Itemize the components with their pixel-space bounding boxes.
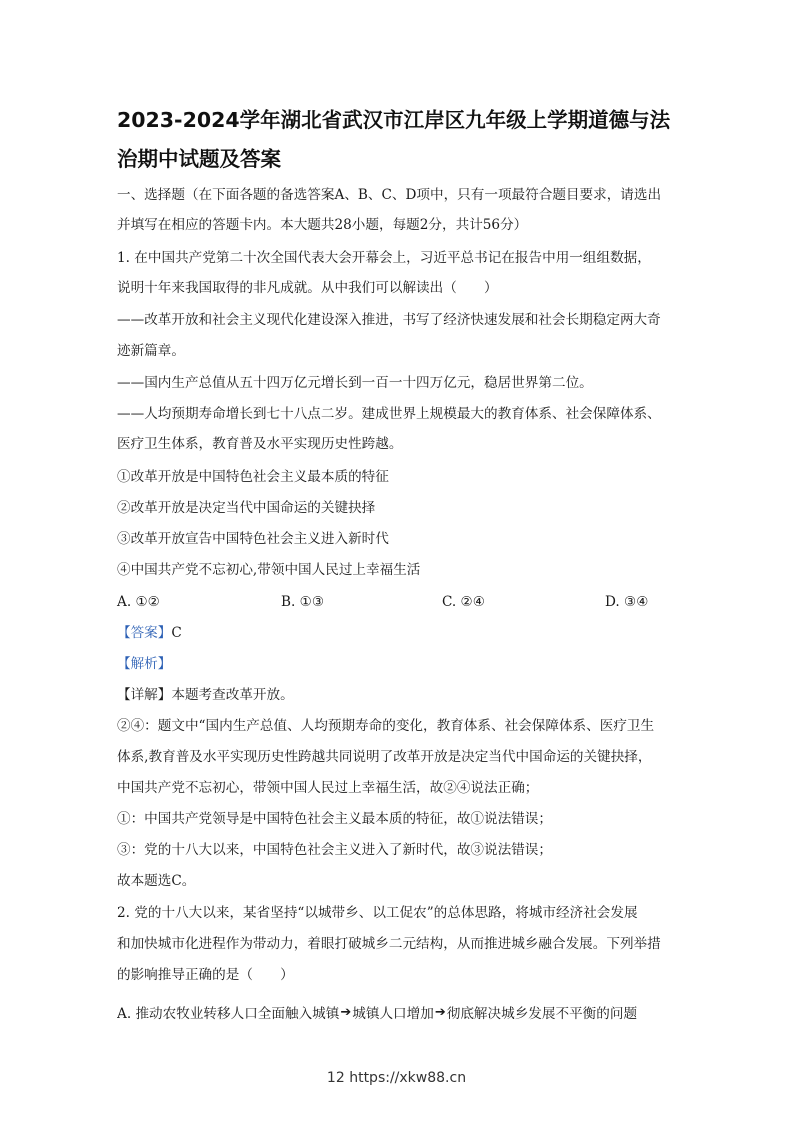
q1-item-1: ①改革开放是中国特色社会主义最本质的特征 — [117, 469, 389, 485]
answer-value: C — [171, 625, 182, 641]
page-number: 12 — [326, 1070, 345, 1086]
q1-material-3-line-1: ——人均预期寿命增长到七十八点二岁。建成世界上规模最大的教育体系、社会保障体系、 — [117, 406, 661, 422]
q1-option-c: C. ②④ — [442, 594, 485, 610]
q1-item-4: ④中国共产党不忘初心,带领中国人民过上幸福生活 — [117, 562, 421, 578]
q2-stem-line-3: 的影响推导正确的是（ ） — [117, 967, 294, 983]
q2-stem-line-1: 2. 党的十八大以来，某省坚持“以城带乡、以工促农”的总体思路，将城市经济社会发展 — [117, 905, 638, 921]
q1-item-2: ②改革开放是决定当代中国命运的关键抉择 — [117, 500, 376, 516]
q1-explanation-line-2: 体系,教育普及水平实现历史性跨越共同说明了改革开放是决定当代中国命运的关键抉择， — [117, 749, 652, 765]
detail-text: 本题考查改革开放。 — [171, 687, 294, 703]
q1-explanation-line-5: ③：党的十八大以来，中国特色社会主义进入了新时代，故③说法错误； — [117, 842, 552, 858]
q1-option-d: D. ③④ — [605, 594, 649, 610]
arrow-right-icon: ➔ — [340, 1005, 352, 1020]
document-title-line-1: 2023-2024学年湖北省武汉市江岸区九年级上学期道德与法 — [117, 108, 671, 132]
answer-tag: 【答案】 — [117, 625, 172, 641]
q1-item-3: ③改革开放宣告中国特色社会主义进入新时代 — [117, 531, 389, 547]
q1-detail — [117, 686, 683, 704]
q1-explanation-line-4: ①：中国共产党领导是中国特色社会主义最本质的特征，故①说法错误； — [117, 811, 552, 827]
q1-material-1-line-2: 迹新篇章。 — [117, 343, 185, 359]
q1-stem-line-2: 说明十年来我国取得的非凡成就。从中我们可以解读出（ ） — [117, 280, 498, 296]
q2-stem-line-2: 和加快城市化进程作为带动力，着眼打破城乡二元结构，从而推进城乡融合发展。下列举措 — [117, 936, 661, 952]
q1-material-2: ——国内生产总值从五十四万亿元增长到一百一十四万亿元，稳居世界第二位。 — [117, 375, 593, 391]
page-footer — [0, 1070, 793, 1086]
footer-url: https://xkw88.cn — [349, 1070, 467, 1086]
analysis-tag: 【解析】 — [117, 656, 172, 672]
q1-option-b: B. ①③ — [281, 594, 325, 610]
q2-option-a-part-1: A. 推动农牧业转移人口全面触入城镇 — [117, 1006, 340, 1022]
q2-option-a-part-3: 彻底解决城乡发展不平衡的问题 — [446, 1006, 638, 1022]
q1-explanation-line-1: ②④：题文中“国内生产总值、人均预期寿命的变化，教育体系、社会保障体系、医疗卫生 — [117, 718, 655, 734]
q2-option-a-part-2: 城镇人口增加 — [352, 1006, 434, 1022]
q1-answer — [117, 624, 683, 642]
document-title-line-2: 治期中试题及答案 — [117, 147, 281, 171]
q1-material-3-line-2: 医疗卫生体系，教育普及水平实现历史性跨越。 — [117, 436, 403, 452]
q1-stem-line-1: 1. 在中国共产党第二十次全国代表大会开幕会上，习近平总书记在报告中用一组组数据， — [117, 250, 651, 266]
q1-explanation-line-6: 故本题选C。 — [117, 873, 196, 889]
section-heading-line-2: 并填写在相应的答题卡内。本大题共28小题，每题2分，共计56分） — [117, 217, 528, 233]
q1-material-1-line-1: ——改革开放和社会主义现代化建设深入推进，书写了经济快速发展和社会长期稳定两大奇 — [117, 312, 661, 328]
detail-tag: 【详解】 — [117, 687, 172, 703]
q1-analysis — [117, 655, 683, 673]
q1-explanation-line-3: 中国共产党不忘初心，带领中国人民过上幸福生活，故②④说法正确； — [117, 780, 539, 796]
arrow-right-icon: ➔ — [434, 1005, 446, 1020]
q1-option-a: A. ①② — [117, 594, 160, 610]
q2-option-a — [117, 1004, 683, 1023]
section-heading-line-1: 一、选择题（在下面各题的备选答案A、B、C、D项中，只有一项最符合题目要求，请选出 — [117, 187, 662, 203]
